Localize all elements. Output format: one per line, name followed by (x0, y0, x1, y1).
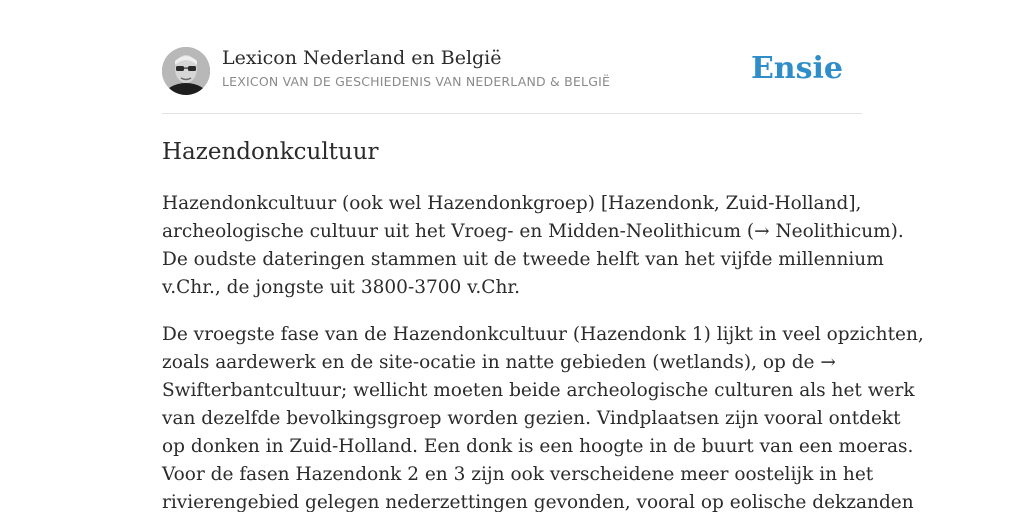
paragraph-2 (162, 321, 924, 512)
text-line: De vroegste fase van de Hazendonkcultuur (Hazendonk 1) lijkt in veel opzichten, (162, 324, 924, 345)
paragraph-1 (162, 190, 904, 302)
person-icon (162, 47, 210, 95)
text-line: v.Chr., de jongste uit 3800-3700 v.Chr. (162, 277, 521, 298)
text-line: Hazendonkcultuur (ook wel Hazendonkgroep) [Hazendonk, Zuid-Holland], (162, 193, 862, 214)
author-header (162, 46, 862, 114)
text-line: rivierengebied gelegen nederzettingen gevonden, vooral op eolische dekzanden (162, 492, 914, 512)
author-subtitle[interactable]: LEXICON VAN DE GESCHIEDENIS VAN NEDERLAND & BELGIË (222, 74, 611, 89)
text-line: Swifterbantcultuur; wellicht moeten beide archeologische culturen als het werk (162, 380, 915, 401)
author-avatar[interactable] (162, 47, 210, 95)
text-line: van dezelfde bevolkingsgroep worden gezien. Vindplaatsen zijn vooral ontdekt (162, 408, 901, 429)
ensie-logo[interactable]: Ensie (750, 51, 843, 86)
article-title: Hazendonkcultuur (162, 139, 379, 165)
text-line: Voor de fasen Hazendonk 2 en 3 zijn ook verscheidene meer oostelijk in het (162, 464, 874, 485)
text-line: De oudste dateringen stammen uit de tweede helft van het vijfde millennium (162, 249, 884, 270)
author-name[interactable]: Lexicon Nederland en België (222, 47, 502, 69)
text-line: archeologische cultuur uit het Vroeg- en Midden-Neolithicum (→ Neolithicum). (162, 221, 904, 242)
article-body (162, 190, 924, 512)
text-line: op donken in Zuid-Holland. Een donk is een hoogte in de buurt van een moeras. (162, 436, 914, 457)
text-line: zoals aardewerk en de site-ocatie in natte gebieden (wetlands), op de → (162, 352, 836, 373)
